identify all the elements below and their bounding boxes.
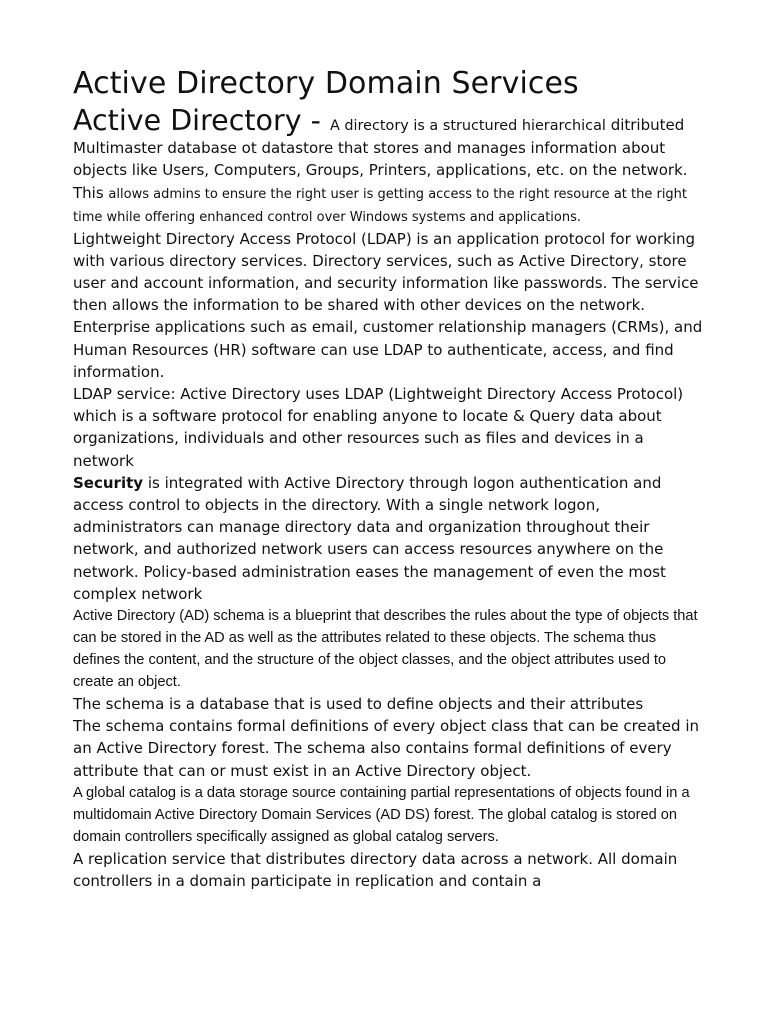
intro-text-part3: allows admins to ensure the right user is getting access to the right resource at the right time while offering enhanced control over Windows systems and applications. (73, 186, 688, 225)
global-catalog-paragraph: A global catalog is a data storage source containing partial representations of objects found in a multidomain Active Directory Domain Services (AD DS) forest. The global catalog is stored on domain controllers specifically assigned as global catalog servers. (73, 784, 690, 845)
schema-database-paragraph: The schema is a database that is used to define objects and their attributes (73, 695, 644, 714)
schema-formal-paragraph: The schema contains formal definitions of every object class that can be created in an Active Directory forest. The schema also contains formal definitions of every attribute that can or must exist in an Active Directory object. (73, 717, 699, 780)
security-label: Security (73, 473, 144, 492)
intro-text-part1: A directory is a structured hierarchical (329, 118, 606, 134)
replication-paragraph: A replication service that distributes directory data across a network. All domain controllers in a domain participate in replication and contain a (73, 849, 678, 891)
ldap-service-paragraph: LDAP service: Active Directory uses LDAP (Lightweight Directory Access Protocol) which is a software protocol for enabling anyone to locate & Query data about organizations, individuals and other resources such as files and devices in a network (73, 385, 684, 470)
intro-paragraph (73, 106, 703, 228)
document-title: Active Directory Domain Services (73, 66, 579, 101)
security-paragraph (73, 472, 703, 605)
ldap-paragraph: Lightweight Directory Access Protocol (LDAP) is an application protocol for working with various directory services. Directory services, such as Active Directory, store user and account information, and security information like passwords. The service then allows the information to be shared with other devices on the network. Enterprise applications such as email, customer relationship managers (CRMs), and Human Resources (HR) software can use LDAP to authenticate, access, and find information. (73, 229, 703, 381)
intro-lead-heading: Active Directory - (73, 104, 330, 137)
document-page (73, 62, 703, 892)
intro-text-part2: ditributed Multimaster database ot datastore that stores and manages information about objects like Users, Computers, Groups, Printers, applications, etc. on the network. This (73, 116, 688, 202)
schema-blueprint-paragraph: Active Directory (AD) schema is a blueprint that describes the rules about the type of objects that can be stored in the AD as well as the attributes related to these objects. The schema thus defines the content, and the structure of the object classes, and the object attributes used to create an object. (73, 608, 698, 691)
security-text: is integrated with Active Directory through logon authentication and access control to objects in the directory. With a single network logon, administrators can manage directory data and organization throughout their network, and authorized network users can access resources anywhere on the network. Policy-based administration eases the management of even the most complex network (73, 473, 666, 603)
